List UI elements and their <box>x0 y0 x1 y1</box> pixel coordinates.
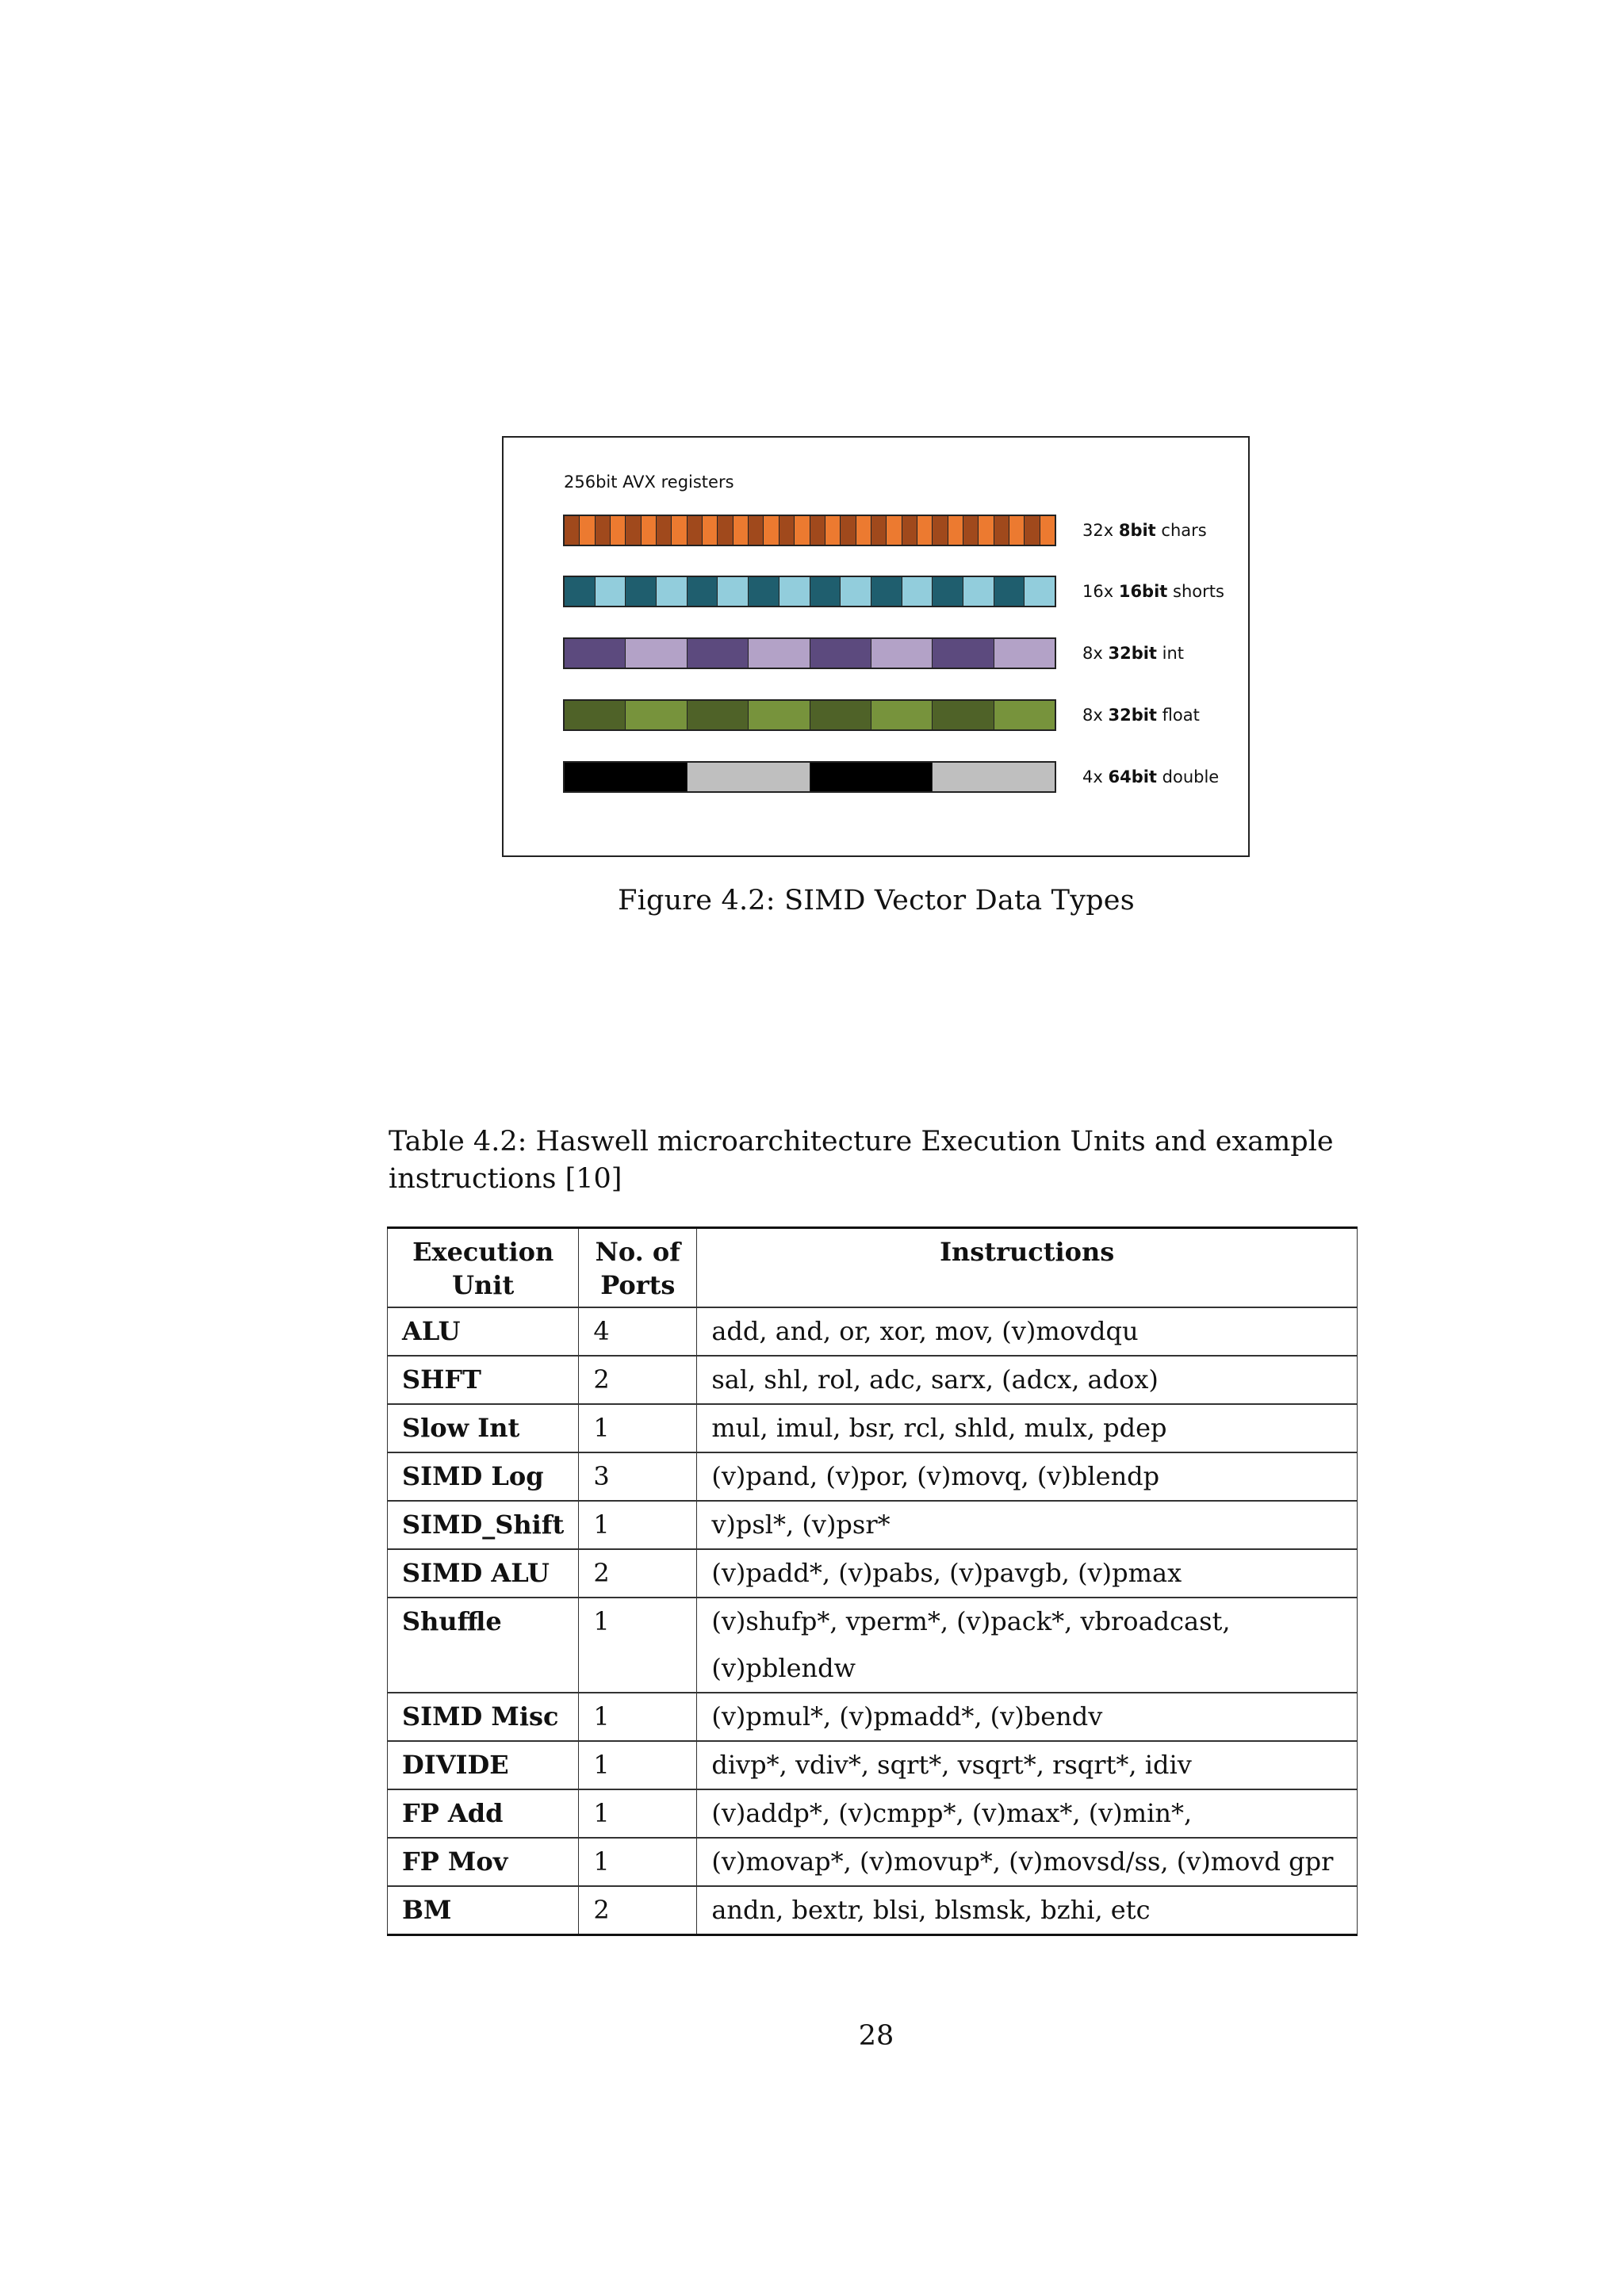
register-bar <box>563 515 1056 546</box>
header-ports: No. of Ports <box>579 1228 697 1308</box>
figure-caption: Figure 4.2: SIMD Vector Data Types <box>618 885 1135 916</box>
table-row <box>388 1789 1358 1838</box>
register-lane <box>810 516 825 545</box>
cell-execution-unit: BM <box>388 1886 579 1935</box>
register-lane <box>749 639 810 668</box>
register-lane <box>626 639 687 668</box>
table-row <box>388 1404 1358 1452</box>
register-lane <box>611 516 626 545</box>
table-row <box>388 1501 1358 1549</box>
table-row <box>388 1886 1358 1935</box>
cell-ports: 1 <box>579 1598 697 1693</box>
register-lane <box>657 577 688 606</box>
figure-simd-vector-data-types <box>502 436 1250 857</box>
register-lane <box>948 516 963 545</box>
register-lane <box>580 516 595 545</box>
register-row <box>563 515 1207 546</box>
execution-units-table <box>387 1226 1358 1936</box>
cell-instructions: (v)pand, (v)por, (v)movq, (v)blendp <box>697 1452 1358 1501</box>
cell-execution-unit: SHFT <box>388 1356 579 1404</box>
register-lane <box>810 639 871 668</box>
register-bar <box>563 576 1056 607</box>
register-bar <box>563 699 1056 731</box>
register-row <box>563 637 1185 669</box>
register-lane <box>565 516 580 545</box>
cell-instructions: sal, shl, rol, adc, sarx, (adcx, adox) <box>697 1356 1358 1404</box>
cell-ports: 2 <box>579 1356 697 1404</box>
register-lane <box>810 763 933 791</box>
register-lane <box>902 516 917 545</box>
cell-execution-unit: Slow Int <box>388 1404 579 1452</box>
register-lane <box>596 577 626 606</box>
register-lane <box>994 577 1025 606</box>
cell-instructions: divp*, vdiv*, sqrt*, vsqrt*, rsqrt*, idiv <box>697 1741 1358 1789</box>
table-header-row <box>388 1228 1358 1308</box>
register-lane <box>703 516 718 545</box>
cell-execution-unit: SIMD_Shift <box>388 1501 579 1549</box>
cell-ports: 3 <box>579 1452 697 1501</box>
cell-execution-unit: ALU <box>388 1307 579 1356</box>
register-lane <box>626 701 687 729</box>
register-lane <box>749 701 810 729</box>
register-lane <box>871 701 933 729</box>
cell-execution-unit: FP Mov <box>388 1838 579 1886</box>
register-lane <box>642 516 657 545</box>
page-number: 28 <box>858 2020 894 2052</box>
register-label-type: shorts <box>1167 582 1224 601</box>
register-lane <box>688 701 749 729</box>
header-execution-unit: Execution Unit <box>388 1228 579 1308</box>
register-label-count: 32x <box>1082 521 1119 540</box>
register-lane <box>871 577 902 606</box>
register-lane <box>1009 516 1025 545</box>
register-lane <box>688 639 749 668</box>
register-label-count: 8x <box>1082 644 1109 663</box>
table-row <box>388 1307 1358 1356</box>
register-lane <box>718 577 749 606</box>
register-lane <box>795 516 810 545</box>
table-row <box>388 1452 1358 1501</box>
register-lane <box>810 577 841 606</box>
register-lane <box>994 516 1009 545</box>
register-label-width: 16bit <box>1118 582 1168 601</box>
register-label-type: int <box>1156 644 1185 663</box>
table-caption: Table 4.2: Haswell microarchitecture Execution Units and example instructions [10] <box>389 1126 1334 1195</box>
cell-ports: 1 <box>579 1693 697 1741</box>
register-lane <box>933 763 1055 791</box>
table-row <box>388 1549 1358 1598</box>
register-lane <box>749 516 764 545</box>
register-label-width: 8bit <box>1118 521 1156 540</box>
register-lane <box>871 639 933 668</box>
cell-instructions: (v)movap*, (v)movup*, (v)movsd/ss, (v)movd gpr <box>697 1838 1358 1886</box>
register-row <box>563 576 1224 607</box>
cell-execution-unit: FP Add <box>388 1789 579 1838</box>
register-lane <box>672 516 687 545</box>
register-label <box>1082 706 1200 725</box>
register-row <box>563 699 1200 731</box>
register-lane <box>626 516 641 545</box>
register-lane <box>902 577 933 606</box>
register-lane <box>733 516 749 545</box>
cell-ports: 1 <box>579 1741 697 1789</box>
register-lane <box>856 516 871 545</box>
cell-ports: 1 <box>579 1789 697 1838</box>
register-bar <box>563 761 1056 793</box>
register-lane <box>825 516 841 545</box>
cell-ports: 2 <box>579 1886 697 1935</box>
table-row <box>388 1741 1358 1789</box>
register-lane <box>841 516 856 545</box>
register-lane <box>994 701 1055 729</box>
cell-execution-unit: Shuffle <box>388 1598 579 1693</box>
cell-instructions: (v)shufp*, vperm*, (v)pack*, vbroadcast, (v)pblendw <box>697 1598 1358 1693</box>
register-label <box>1082 582 1224 601</box>
header-instructions: Instructions <box>697 1228 1358 1308</box>
table-body <box>388 1307 1358 1935</box>
cell-execution-unit: SIMD ALU <box>388 1549 579 1598</box>
register-lane <box>718 516 733 545</box>
register-lane <box>565 639 626 668</box>
register-lane <box>688 763 810 791</box>
register-lane <box>887 516 902 545</box>
register-row <box>563 761 1220 793</box>
register-lane <box>1025 516 1040 545</box>
register-lane <box>871 516 887 545</box>
register-lane <box>933 701 994 729</box>
register-lane <box>1040 516 1055 545</box>
cell-ports: 2 <box>579 1549 697 1598</box>
table-row <box>388 1838 1358 1886</box>
cell-execution-unit: SIMD Misc <box>388 1693 579 1741</box>
register-lane <box>979 516 994 545</box>
register-bar <box>563 637 1056 669</box>
register-lane <box>565 701 626 729</box>
cell-instructions: v)psl*, (v)psr* <box>697 1501 1358 1549</box>
register-label-type: chars <box>1155 521 1207 540</box>
register-label-type: float <box>1156 706 1200 725</box>
register-lane <box>917 516 933 545</box>
register-lane <box>963 577 994 606</box>
register-label-count: 8x <box>1082 706 1109 725</box>
register-lane <box>994 639 1055 668</box>
register-label-type: double <box>1156 767 1220 786</box>
register-lane <box>565 577 596 606</box>
register-label-width: 64bit <box>1108 767 1157 786</box>
figure-title: 256bit AVX registers <box>564 473 734 492</box>
register-label <box>1082 521 1207 540</box>
register-lane <box>933 516 948 545</box>
table-row <box>388 1598 1358 1693</box>
register-lane <box>933 577 963 606</box>
register-lane <box>963 516 979 545</box>
register-label-width: 32bit <box>1108 644 1157 663</box>
register-lane <box>565 763 688 791</box>
register-lane <box>779 516 795 545</box>
cell-ports: 1 <box>579 1501 697 1549</box>
register-label-width: 32bit <box>1108 706 1157 725</box>
register-label-count: 4x <box>1082 767 1109 786</box>
cell-instructions: andn, bextr, blsi, blsmsk, bzhi, etc <box>697 1886 1358 1935</box>
cell-ports: 4 <box>579 1307 697 1356</box>
cell-ports: 1 <box>579 1838 697 1886</box>
register-lane <box>596 516 611 545</box>
register-label <box>1082 767 1219 786</box>
register-lane <box>841 577 871 606</box>
cell-instructions: (v)addp*, (v)cmpp*, (v)max*, (v)min*, <box>697 1789 1358 1838</box>
cell-ports: 1 <box>579 1404 697 1452</box>
table-row <box>388 1693 1358 1741</box>
cell-instructions: mul, imul, bsr, rcl, shld, mulx, pdep <box>697 1404 1358 1452</box>
cell-execution-unit: DIVIDE <box>388 1741 579 1789</box>
register-lane <box>933 639 994 668</box>
table-row <box>388 1356 1358 1404</box>
register-lane <box>764 516 779 545</box>
cell-instructions: (v)padd*, (v)pabs, (v)pavgb, (v)pmax <box>697 1549 1358 1598</box>
register-lane <box>688 516 703 545</box>
register-lane <box>626 577 657 606</box>
register-lane <box>810 701 871 729</box>
cell-instructions: add, and, or, xor, mov, (v)movdqu <box>697 1307 1358 1356</box>
register-lane <box>657 516 672 545</box>
register-label <box>1082 644 1184 663</box>
cell-instructions: (v)pmul*, (v)pmadd*, (v)bendv <box>697 1693 1358 1741</box>
register-lane <box>1025 577 1055 606</box>
register-lane <box>749 577 779 606</box>
cell-execution-unit: SIMD Log <box>388 1452 579 1501</box>
register-lane <box>688 577 718 606</box>
register-label-count: 16x <box>1082 582 1119 601</box>
register-lane <box>779 577 810 606</box>
